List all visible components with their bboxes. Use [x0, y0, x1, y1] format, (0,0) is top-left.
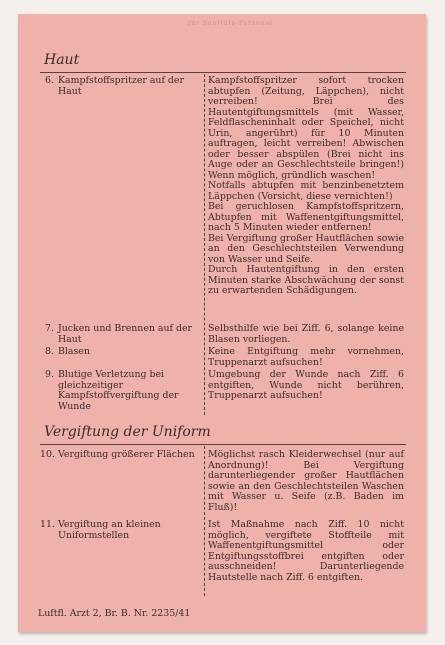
item-description: Umgebung der Wunde nach Ziff. 6 entgiften, Wunde nicht berühren, Truppenarzt aufsuchen! — [208, 369, 404, 401]
item-label: Jucken und Brennen auf der Haut — [58, 323, 193, 345]
list-item-label — [40, 324, 200, 345]
faint-header: für Sanitäts-Personal — [188, 20, 274, 27]
item-number: 11. — [40, 519, 55, 530]
list-item-label — [40, 347, 200, 358]
item-number: 8. — [45, 346, 54, 357]
item-label: Blutige Verletzung bei gleichzeitiger Kampfstoffvergiftung der Wunde — [58, 369, 179, 412]
item-label: Kampfstoffspritzer auf der Haut — [58, 75, 184, 97]
column-divider — [204, 74, 205, 415]
section-title-uniform: Vergiftung der Uniform — [44, 424, 211, 440]
item-number: 6. — [45, 75, 54, 86]
list-item-label — [40, 450, 200, 461]
section-divider — [40, 72, 406, 73]
item-description: Keine Entgiftung mehr vornehmen, Truppenarzt aufsuchen! — [208, 346, 404, 368]
section-divider — [40, 444, 406, 445]
item-label: Vergiftung größerer Flächen — [58, 449, 195, 460]
list-item-label — [40, 520, 200, 541]
item-number: 7. — [45, 323, 54, 334]
footer-reference: Luftfl. Arzt 2, Br. B. Nr. 2235/41 — [38, 608, 191, 619]
item-number: 10. — [40, 449, 55, 460]
list-item-label — [40, 370, 200, 412]
list-item-label — [40, 76, 200, 97]
item-label: Vergiftung an kleinen Uniformstellen — [58, 519, 161, 541]
document-sheet — [18, 14, 426, 632]
item-description: Ist Maßnahme nach Ziff. 10 nicht möglich, vergiftete Stoffteile mit Waffenentgiftungsmittel oder Entgiftungsstoffbrei entgiften oder ausschneiden! Darunterliegende Hautstelle nach Ziff. 6 entgiften. — [208, 519, 404, 583]
item-description: Selbsthilfe wie bei Ziff. 6, solange keine Blasen vorliegen. — [208, 323, 404, 345]
section-title-haut: Haut — [44, 52, 80, 68]
item-description: Kampfstoffspritzer sofort trocken abtupfen (Zeitung, Läppchen), nicht verreiben! Brei des Hautentgiftungsmittels (mit Wasser, Feldflascheninhalt oder Speichel, nicht Urin, angerührt) für 10 Minuten auftragen, leicht verreiben! Abwischen oder besser abspülen (Brei nicht ins Auge oder an Geschlechtsteile bringen!) Wenn möglich, gründlich waschen! Notfalls abtupfen mit benzinbenetztem Läppchen (Vorsicht, diese vernichten!) Bei geruchlosen Kampfstoffspritzern, Abtupfen mit Waffenentgiftungsmittel, nach 5 Minuten wieder entfernen! Bei Vergiftung großer Hautflächen sowie an den Geschlechtsteilen Verwendung von Wasser und Seife. Durch Hautentgiftung in den ersten Minuten starke Abschwächung der sonst zu erwartenden Schädigungen. — [208, 75, 404, 296]
item-number: 9. — [45, 369, 54, 380]
item-description: Möglichst rasch Kleiderwechsel (nur auf Anordnung)! Bei Vergiftung darunterliegender großer Hautflächen sowie an den Geschlechtsteilen Waschen mit Wasser u. Seife (z.B. Baden im Fluß)! — [208, 449, 404, 513]
column-divider — [204, 446, 205, 596]
item-label: Blasen — [58, 346, 90, 357]
